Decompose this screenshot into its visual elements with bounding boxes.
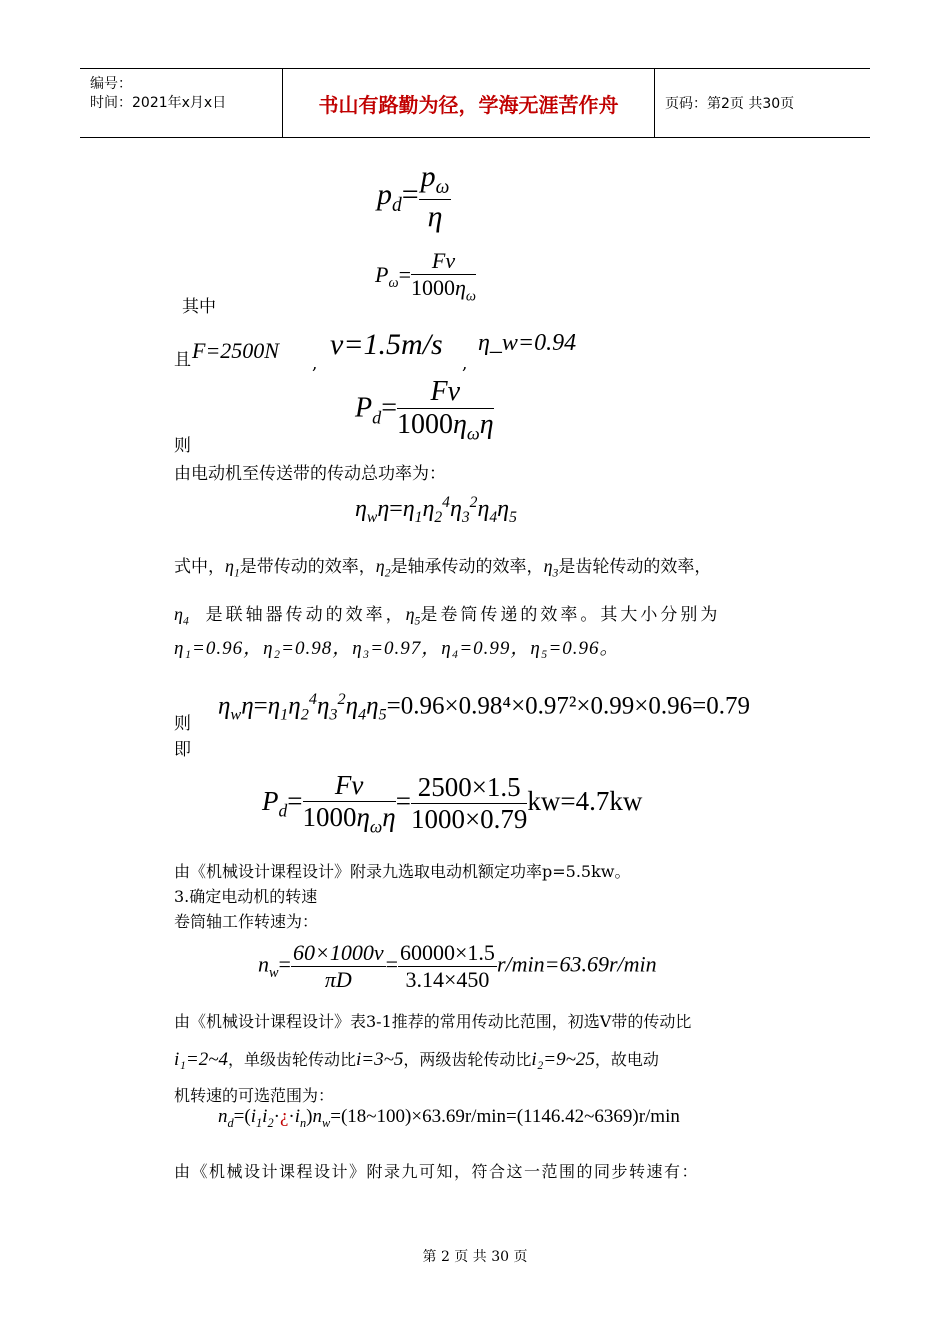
formula-v: v=1.5m/s	[330, 328, 443, 361]
nw-denominator-1: πD	[324, 967, 352, 992]
label-ze-1: 则	[174, 436, 191, 456]
formula-eta-w: η_w=0.94	[478, 330, 577, 356]
motor-select: 由《机械设计课程设计》附录九选取电动机额定功率p=5.5kw。	[174, 862, 631, 881]
eta5-desc: 是卷筒传递的效率。其大小分别为	[420, 605, 721, 625]
eta1-desc: 是带传动的效率，	[239, 557, 376, 577]
header-meta	[80, 69, 283, 137]
ratio-mid-2: ，两级齿轮传动比	[403, 1050, 532, 1069]
nw-numerator-1: 60×1000v	[292, 940, 384, 965]
nw-result: r/min=63.69r/min	[496, 951, 657, 977]
date-label: 时间：2021年x月x日	[90, 95, 227, 111]
formula-nd: $n_d=(i_1i_2\cdot¿\cdot i_n)n_w=(18\sim 100)\times 63.69r/\min=(1146.42\sim 6369)r/\min$	[218, 1106, 680, 1130]
step-3-heading: 3.确定电动机的转速	[174, 887, 318, 906]
label-ji: 即	[174, 740, 191, 760]
header-page-label: 页码：第2页 共30页	[665, 96, 795, 112]
formula-pd-fv: $P_d=$ $\frac{Fv}{1000\eta_\omega\eta}$	[355, 376, 494, 444]
eta3-desc: 是齿轮传动的效率，	[558, 557, 712, 577]
ratio-mid-1: ，单级齿轮传动比	[228, 1050, 357, 1069]
label-shizhong: 式中，	[174, 557, 225, 577]
pd-denominator: 1000×0.79	[410, 804, 528, 835]
def-line-1: 式中，$\eta_1$是带传动的效率，$\eta_2$是轴承传动的效率，$\eta_3$是齿轮传动的效率，	[174, 556, 712, 580]
drum-speed-intro: 卷筒轴工作转速为：	[174, 912, 319, 931]
label-qie: 且	[174, 350, 191, 370]
label-ze-2: 则	[174, 714, 191, 734]
nw-numerator-2: 60000×1.5	[400, 940, 495, 965]
values-line: η₁=0.96，η₂=0.98，η₃=0.97，η₄=0.99，η₅=0.96。	[174, 638, 620, 659]
formula-pd-calc: $P_d=$ $\frac{Fv}{1000\eta_\omega\eta}$ = $\frac{2500\times 1.5}{1000\times 0.79}$ kw=4.7kw	[262, 770, 643, 837]
sync-speed-text: 由《机械设计课程设计》附录九可知，符合这一范围的同步转速有：	[174, 1162, 700, 1181]
header-motto: 书山有路勤为径，学海无涯苦作舟	[283, 69, 655, 137]
ratio-i1: i₁=2~4	[174, 1049, 228, 1070]
pd-result: kw=4.7kw	[527, 785, 643, 816]
label-qizhong: 其中	[182, 297, 216, 317]
formula-nw: $n_w=$ $\frac{60\times 1000v}{\pi D}$ = $\frac{60000\times 1.5}{3.14\times 450}$ r/min=63.69r/min	[258, 940, 657, 992]
comma-1: ,	[312, 354, 318, 374]
ratio-i: i=3~5	[356, 1049, 404, 1070]
eta2-desc: 是轴承传动的效率，	[390, 557, 544, 577]
motor-range-intro: 机转速的可选范围为：	[174, 1086, 335, 1105]
formula-pw-def: $P_\omega=$ $\frac{Fv}{1000\eta_\omega}$	[375, 248, 477, 305]
code-label: 编号：	[90, 76, 132, 92]
formula-eta-product: $\eta_w\eta=\eta_1\eta_2^4\eta_3^2\eta_4\eta_5$	[355, 494, 517, 526]
nd-range: =(18~100)×63.69r/min=(1146.42~6369)r/min	[330, 1106, 680, 1127]
comma-2: ,	[462, 354, 468, 374]
page-header	[80, 68, 870, 138]
formula-eta-calc: $\eta_w\eta=\eta_1\eta_2^4\eta_3^2\eta_4\eta_5=0.96\times 0.98^4\times 0.97^2\times 0.99\times 0.96=0.79$	[218, 690, 750, 724]
pd-numerator: 2500×1.5	[411, 772, 527, 804]
nw-denominator-2: 3.14×450	[405, 967, 490, 992]
page-footer: 第 2 页 共 30 页	[422, 1249, 528, 1265]
transmission-intro: 由电动机至传送带的传动总功率为：	[174, 464, 446, 484]
ratio-i2: i₂=9~25	[531, 1049, 595, 1070]
eta4-desc: 是联轴器传动的效率，	[205, 605, 406, 625]
ratio-end: ，故电动	[594, 1050, 659, 1069]
formula-F: F=2500N	[192, 338, 279, 363]
formula-pd-def: $p_d=$ $\frac{p_\omega}{\eta}$	[377, 160, 450, 233]
ratio-intro: 由《机械设计课程设计》表3-1推荐的常用传动比范围，初选V带的传动比	[174, 1012, 692, 1031]
eta-calc-values: =0.96×0.98⁴×0.97²×0.99×0.96=0.79	[386, 692, 750, 720]
def-line-2: $\eta_4$ 是联轴器传动的效率，$\eta_5$是卷筒传递的效率。其大小分别为	[174, 604, 721, 628]
ratio-line	[174, 1048, 659, 1072]
